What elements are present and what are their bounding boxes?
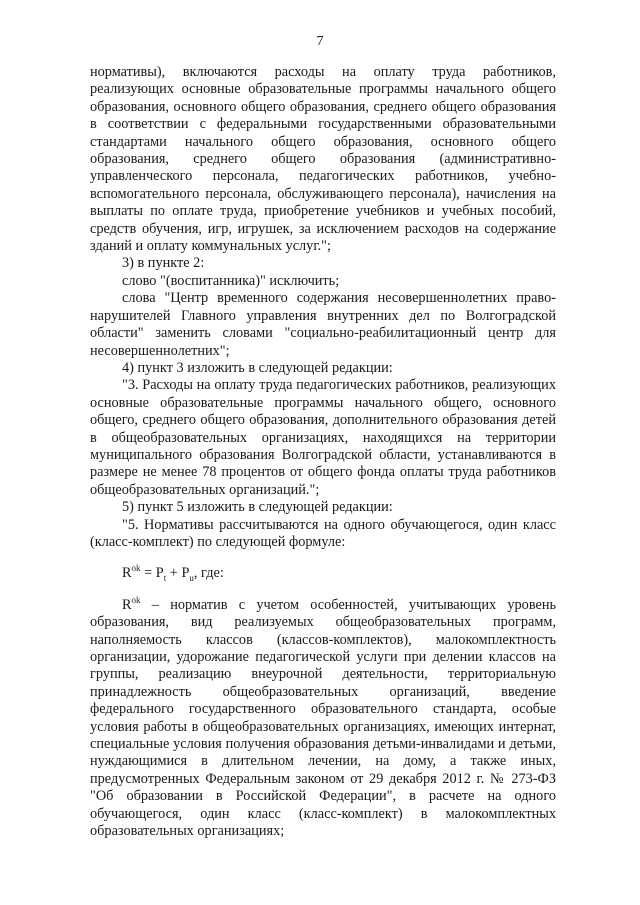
paragraph-clause-3: "3. Расходы на оплату труда педагогических работников, реализующих основные образовательные программы начального общего, основного общего, среднего общего образования, дополнительного образования детей в общеобразовательных организациях, находящихся на территории муниципального образования Волгоградской области, устанавливаются в размере не менее 78 процентов от общего фонда оплаты труда работников общеобразовательных организаций."; bbox=[90, 377, 556, 498]
formula: $R^{ok} = P_t + P_u$, где: bbox=[122, 563, 224, 584]
document-body bbox=[90, 64, 556, 840]
definition-symbol: $R^{ok}$ bbox=[122, 595, 141, 613]
paragraph-word-replacement: слова "Центр временного содержания несовершеннолетних правонарушителей Главного управления внутренних дел по Волгоградской области" заменить словами "социально-реабилитационный центр для несовершеннолетних"; bbox=[90, 290, 556, 359]
formula-term-u: $P_u$ bbox=[181, 565, 194, 584]
paragraph-continuation: нормативы), включаются расходы на оплату труда работников, реализующих основные образовательные программы начального общего образования, основного общего образования, среднего общего образования в соответствии с федеральными государственными образовательными стандартами начального общего образования, основного общего образования, среднего общего образования (административно-управленческого персонала, педагогических работников, учебно-вспомогательного персонала, обслуживающего персонала), начисления на выплаты по оплате труда, приобретение учебников и учебных пособий, средств обучения, игр, игрушек, за исключением расходов на содержание зданий и оплату коммунальных услуг."; bbox=[90, 64, 556, 255]
paragraph-word-exclusion: слово "(воспитанника)" исключить; bbox=[122, 272, 340, 289]
paragraph-item-4: 4) пункт 3 изложить в следующей редакции: bbox=[122, 359, 393, 376]
paragraph-clause-5: "5. Нормативы рассчитываются на одного обучающегося, один класс (класс-комплект) по следующей формуле: bbox=[90, 516, 556, 550]
paragraph-item-5: 5) пункт 5 изложить в следующей редакции: bbox=[122, 499, 393, 516]
paragraph-item-3: 3) в пункте 2: bbox=[122, 255, 205, 272]
page-number: 7 bbox=[316, 34, 324, 49]
paragraph-definition-rok: $R^{ok}$ – норматив с учетом особенностей, учитывающих уровень образования, вид реализуемых общеобразовательных программ, наполняемость классов (классов-комплектов), малокомплектность организации, удорожание педагогической услуги при делении классов на группы, реализацию внеурочной деятельности, территориальную принадлежность общеобразовательных организаций, введение федерального государственного образовательного стандарта, особые условия работы в общеобразовательных организациях, имеющих интернат, специальные условия получения образования детьми-инвалидами и детьми, нуждающимися в длительном лечении, на дому, а также иных, предусмотренных Федеральным законом от 29 декабря 2012 г. № 273-ФЗ "Об образовании в Российской Федерации", в расчете на одного обучающегося, один класс (класс-комплект) в малокомплектных образовательных организациях; bbox=[90, 595, 556, 840]
formula-term-t: $P_t$ bbox=[155, 565, 167, 584]
formula-lhs: $R^{ok}$ bbox=[122, 563, 141, 582]
